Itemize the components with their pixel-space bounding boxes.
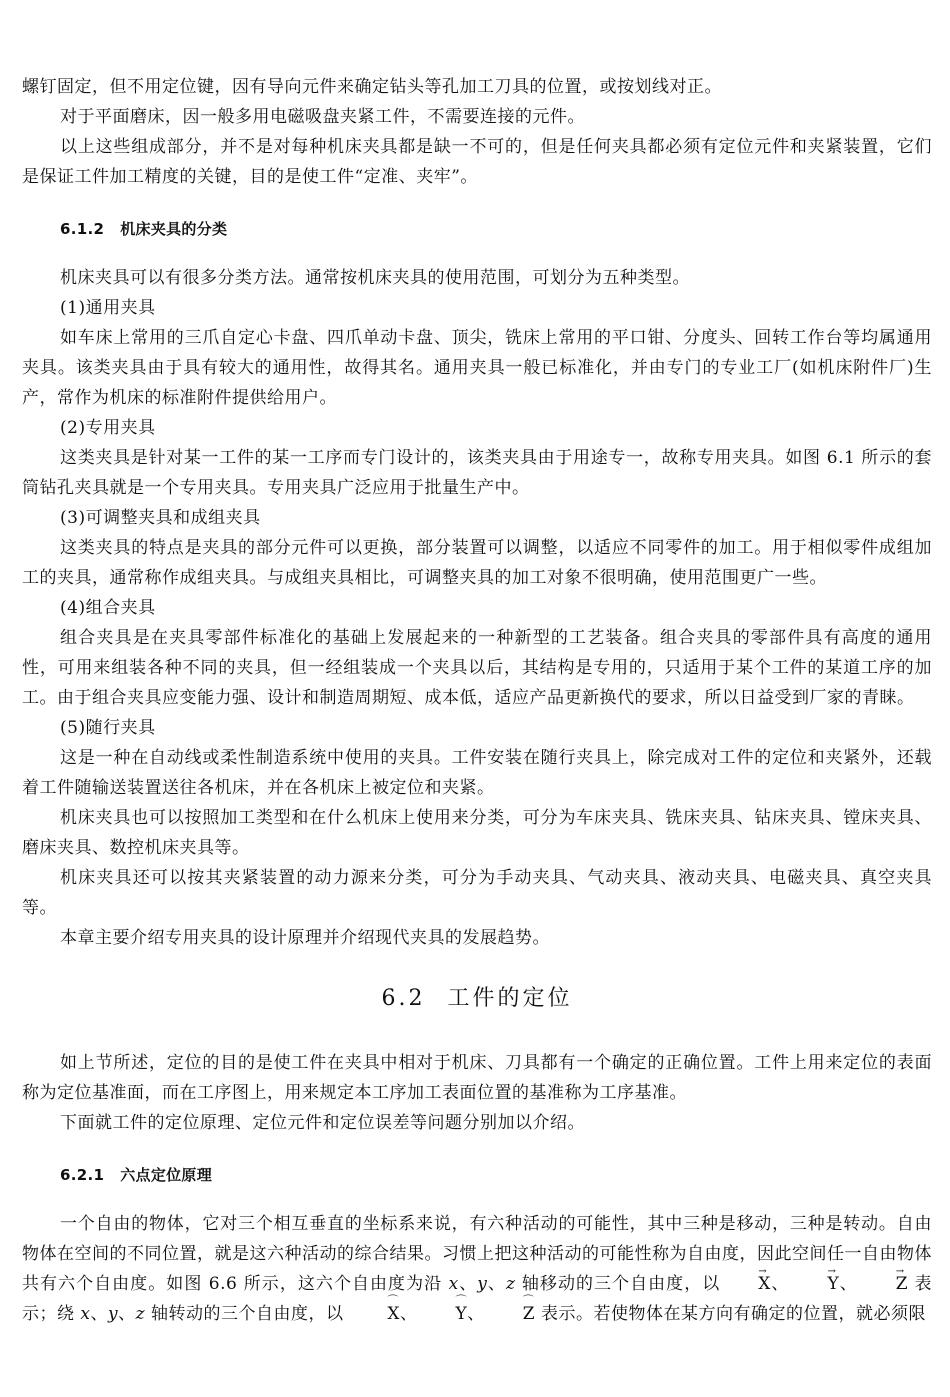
document-page: [22, 72, 932, 1329]
subheading-type-2: (2)专用夹具: [60, 418, 156, 438]
rotation-y-symbol: ⌒ Y: [418, 1299, 468, 1329]
paragraph: 这是一种在自动线或柔性制造系统中使用的夹具。工件安装在随行夹具上，除完成对工件的定位和夹紧外，还载着工件随输送装置送往各机床，并在各机床上被定位和夹紧。: [22, 748, 932, 798]
section-number: 6.2: [381, 986, 426, 1011]
rotation-z-symbol: ⌒ Z: [485, 1299, 535, 1329]
paragraph: 这类夹具是针对某一工件的某一工序而专门设计的，该类夹具由于用途专一，故称专用夹具。如图 6.1 所示的套筒钻孔夹具就是一个专用夹具。专用夹具广泛应用于批量生产中。: [22, 448, 932, 498]
section-heading-6-2-1: [22, 1164, 932, 1185]
paragraph: 本章主要介绍专用夹具的设计原理并介绍现代夹具的发展趋势。: [60, 928, 550, 948]
section-title: 机床夹具的分类: [120, 220, 228, 238]
section-number: 6.2.1: [60, 1166, 105, 1184]
subheading-type-4: (4)组合夹具: [60, 598, 156, 618]
subheading-type-5: (5)随行夹具: [60, 718, 156, 738]
paragraph: 对于平面磨床，因一般多用电磁吸盘夹紧工件，不需要连接的元件。: [60, 107, 585, 127]
section-title: 工件的定位: [447, 986, 573, 1011]
paragraph: 这类夹具的特点是夹具的部分元件可以更换，部分装置可以调整，以适应不同零件的加工。用于相似零件成组加工的夹具，通常称作成组夹具。与成组夹具相比，可调整夹具的加工对象不很明确，使用范围更广一些。: [22, 538, 932, 588]
subheading-type-3: (3)可调整夹具和成组夹具: [60, 508, 261, 528]
section-number: 6.1.2: [60, 220, 105, 238]
paragraph: 以上这些组成部分，并不是对每种机床夹具都是缺一不可的，但是任何夹具都必须有定位元件和夹紧装置，它们是保证工件加工精度的关键，目的是使工件“定准、夹牢”。: [22, 137, 932, 187]
paragraph: 机床夹具可以有很多分类方法。通常按机床夹具的使用范围，可划分为五种类型。: [60, 268, 690, 288]
paragraph: 如上节所述，定位的目的是使工件在夹具中相对于机床、刀具都有一个确定的正确位置。工件上用来定位的表面称为定位基准面，而在工序图上，用来规定本工序加工表面位置的基准称为工序基准。: [22, 1053, 932, 1103]
section-heading-6-1-2: [22, 218, 932, 239]
vector-x-symbol: → X: [720, 1269, 771, 1299]
paragraph: 下面就工件的定位原理、定位元件和定位误差等问题分别加以介绍。: [60, 1113, 585, 1133]
paragraph: 机床夹具也可以按照加工类型和在什么机床上使用来分类，可分为车床夹具、铣床夹具、钻床夹具、镗床夹具、磨床夹具、数控机床夹具等。: [22, 808, 932, 858]
vector-y-symbol: → Y: [789, 1269, 839, 1299]
vector-z-symbol: → Z: [858, 1269, 908, 1299]
paragraph: 机床夹具还可以按其夹紧装置的动力源来分类，可分为手动夹具、气动夹具、液动夹具、电磁夹具、真空夹具等。: [22, 868, 932, 918]
paragraph: 如车床上常用的三爪自定心卡盘、四爪单动卡盘、顶尖，铣床上常用的平口钳、分度头、回转工作台等均属通用夹具。该类夹具由于具有较大的通用性，故得其名。通用夹具一般已标准化，并由专门的专业工厂(如机床附件厂)生产，常作为机床的标准附件提供给用户。: [22, 328, 932, 408]
paragraph: 组合夹具是在夹具零部件标准化的基础上发展起来的一种新型的工艺装备。组合夹具的零部件具有高度的通用性，可用来组装各种不同的夹具，但一经组装成一个夹具以后，其结构是专用的，只适用于某个工件的某道工序的加工。由于组合夹具应变能力强、设计和制造周期短、成本低，适应产品更新换代的要求，所以日益受到厂家的青睐。: [22, 628, 932, 708]
subheading-type-1: (1)通用夹具: [60, 298, 156, 318]
section-title: 六点定位原理: [120, 1166, 213, 1184]
rotation-x-symbol: ⌒ X: [349, 1299, 400, 1329]
paragraph-six-point-principle: 一个自由的物体，它对三个相互垂直的坐标系来说，有六种活动的可能性，其中三种是移动，三种是转动。自由物体在空间的不同位置，就是这六种活动的综合结果。习惯上把这种活动的可能性称为自由度，因此空间任一自由物体共有六个自由度。如图 6.6 所示，这六个自由度为沿 x、y、z 轴移动的三个自由度，以 → X、 → Y、 → Z 表示；绕 x、y、z 轴转动的三个自由度，以 ⌒ X、 ⌒ Y、 ⌒ Z 表示。若使物体在某方向有确定的位置，就必须限: [22, 1209, 932, 1329]
paragraph: 螺钉固定，但不用定位键，因有导向元件来确定钻头等孔加工刀具的位置，或按划线对正。: [22, 77, 722, 97]
section-heading-6-2: [22, 981, 932, 1012]
